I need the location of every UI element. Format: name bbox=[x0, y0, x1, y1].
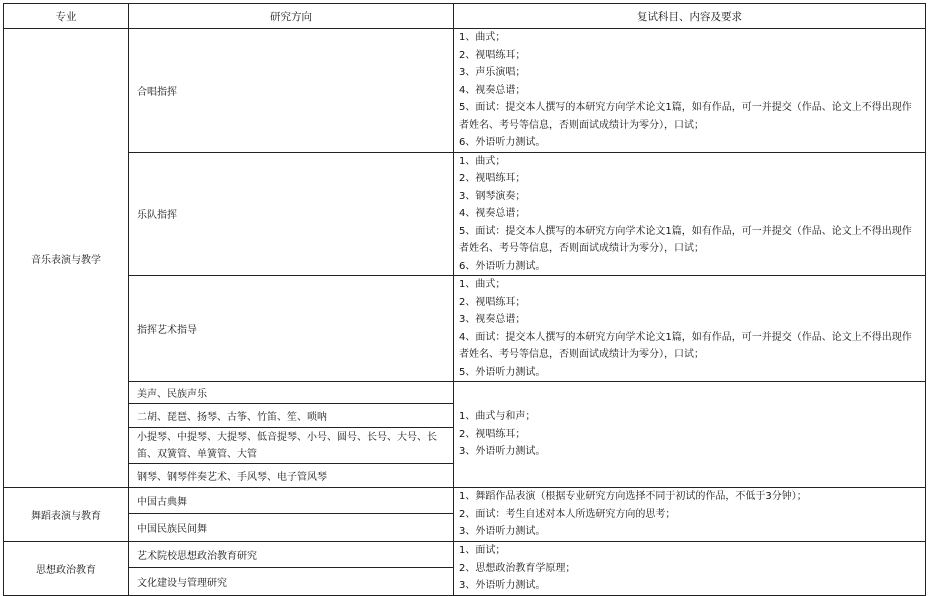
header-requirements: 复试科目、内容及要求 bbox=[454, 4, 926, 29]
requirements-choir: 1、曲式； 2、视唱练耳； 3、声乐演唱； 4、视奏总谱； 5、面试：提交本人撰写的本研究方向学术论文1篇，如有作品，可一并提交（作品、论文上不得出现作者姓名、考号等信息，否则面试成绩计为零分），口试； 6、外语听力测试。 bbox=[454, 29, 926, 153]
direction-orchestral: 小提琴、中提琴、大提琴、低音提琴、小号、圆号、长号、大号、长笛、双簧管、单簧管、大管 bbox=[129, 428, 454, 464]
major-music: 音乐表演与教学 bbox=[4, 29, 129, 488]
requirements-dance: 1、舞蹈作品表演（根据专业研究方向选择不同于初试的作品，不低于3分钟）； 2、面试：考生自述对本人所选研究方向的思考； 3、外语听力测试。 bbox=[454, 488, 926, 542]
table-row bbox=[4, 276, 926, 382]
requirements-politics: 1、面试； 2、思想政治教育学原理； 3、外语听力测试。 bbox=[454, 542, 926, 596]
exam-requirements-table bbox=[3, 3, 926, 596]
direction-vocal: 美声、民族声乐 bbox=[129, 382, 454, 404]
requirements-instruments: 1、曲式与和声； 2、视唱练耳； 3、外语听力测试。 bbox=[454, 382, 926, 488]
table-row bbox=[4, 152, 926, 276]
direction-folk-dance: 中国民族民间舞 bbox=[129, 514, 454, 542]
direction-piano: 钢琴、钢琴伴奏艺术、手风琴、电子管风琴 bbox=[129, 464, 454, 488]
table-header-row bbox=[4, 4, 926, 29]
major-politics: 思想政治教育 bbox=[4, 542, 129, 596]
table-row bbox=[4, 29, 926, 153]
direction-classical-dance: 中国古典舞 bbox=[129, 488, 454, 514]
table-row bbox=[4, 542, 926, 568]
header-major: 专业 bbox=[4, 4, 129, 29]
requirements-band: 1、曲式； 2、视唱练耳； 3、钢琴演奏； 4、视奏总谱； 5、面试：提交本人撰写的本研究方向学术论文1篇，如有作品，可一并提交（作品、论文上不得出现作者姓名、考号等信息，否则面试成绩计为零分），口试； 6、外语听力测试。 bbox=[454, 152, 926, 276]
major-dance: 舞蹈表演与教育 bbox=[4, 488, 129, 542]
direction-choir: 合唱指挥 bbox=[129, 29, 454, 153]
direction-folk-instruments: 二胡、琵琶、扬琴、古筝、竹笛、笙、唢呐 bbox=[129, 404, 454, 428]
header-direction: 研究方向 bbox=[129, 4, 454, 29]
direction-school-politics: 艺术院校思想政治教育研究 bbox=[129, 542, 454, 568]
requirements-art: 1、曲式； 2、视唱练耳； 3、视奏总谱； 4、面试：提交本人撰写的本研究方向学术论文1篇，如有作品，可一并提交（作品、论文上不得出现作者姓名、考号等信息，否则面试成绩计为零分），口试； 5、外语听力测试。 bbox=[454, 276, 926, 382]
direction-art: 指挥艺术指导 bbox=[129, 276, 454, 382]
direction-band: 乐队指挥 bbox=[129, 152, 454, 276]
direction-culture: 文化建设与管理研究 bbox=[129, 568, 454, 595]
table-row bbox=[4, 382, 926, 404]
table-row bbox=[4, 488, 926, 514]
